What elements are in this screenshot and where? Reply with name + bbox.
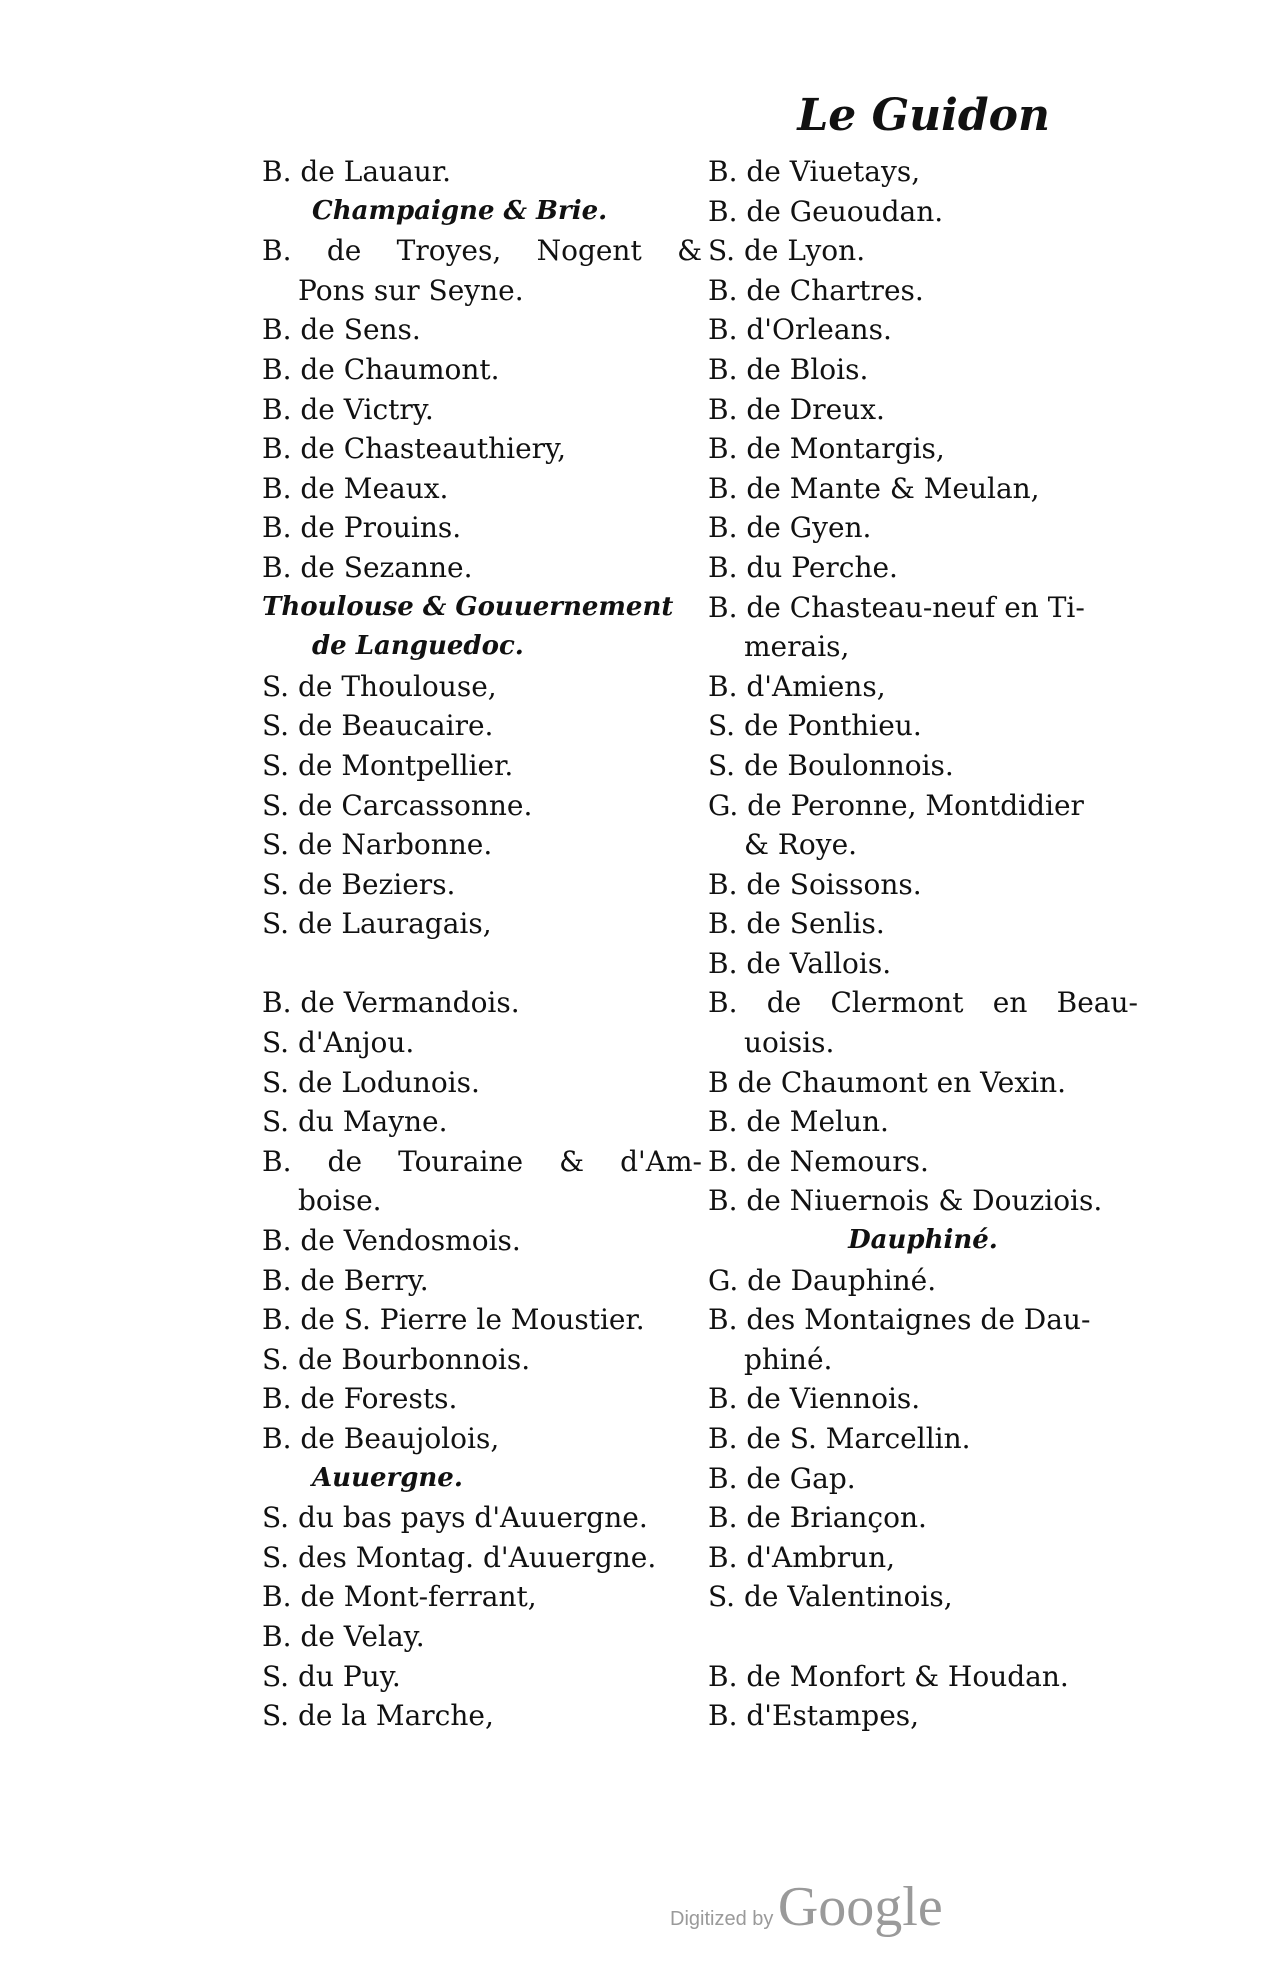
list-item: S. du bas pays d'Auuergne.	[262, 1501, 648, 1535]
list-item: S. de Lauragais,	[262, 907, 492, 941]
list-item: B. de Dreux.	[708, 392, 885, 426]
list-item: S. de Ponthieu.	[708, 709, 922, 743]
list-item: B. de Chartres.	[708, 273, 924, 307]
list-item: S. du Puy.	[262, 1659, 401, 1693]
list-item: B. de Viuetays,	[708, 155, 921, 188]
list-item: B. de Mante & Meulan,	[708, 471, 1040, 505]
list-item: S. de Boulonnois.	[708, 748, 954, 782]
list-item: B. de Gap.	[708, 1461, 856, 1495]
list-item: B. de Monfort & Houdan.	[708, 1659, 1069, 1693]
list-item: B. de Mont-ferrant,	[262, 1580, 537, 1614]
list-item: B. de Vendosmois.	[262, 1224, 521, 1258]
list-item: B. d'Amiens,	[708, 669, 886, 703]
list-item: S. de Beziers.	[262, 867, 456, 901]
section-heading: Thoulouse & Gouuernement	[262, 591, 674, 622]
list-item: B. d'Orleans.	[708, 313, 892, 347]
list-item: B de Chaumont en Vexin.	[708, 1065, 1067, 1099]
list-item: Pons sur Seyne.	[298, 273, 524, 307]
list-item: B. de Velay.	[262, 1619, 425, 1653]
blank-line	[262, 944, 702, 984]
list-item: B. de Briançon.	[708, 1501, 927, 1535]
list-item: B. de Senlis.	[708, 907, 885, 941]
watermark-prefix: Digitized by	[670, 1908, 774, 1930]
list-item: S. de Montpellier.	[262, 748, 514, 782]
list-item: B. de Sezanne.	[262, 550, 473, 584]
list-item: S. de Beaucaire.	[262, 709, 494, 743]
list-item: G. de Dauphiné.	[708, 1263, 937, 1297]
list-item: B. de Touraine & d'Am-	[262, 1144, 702, 1178]
list-item: B. de Lauaur.	[262, 155, 452, 188]
list-item: B. d'Ambrun,	[708, 1540, 896, 1574]
list-item: S. de la Marche,	[262, 1699, 494, 1733]
list-item: S. des Montag. d'Auuergne.	[262, 1540, 657, 1574]
list-item: S. d'Anjou.	[262, 1026, 415, 1060]
list-item: S. de Bourbonnois.	[262, 1342, 531, 1376]
watermark-brand: Google	[777, 1876, 943, 1938]
right-column	[708, 152, 1138, 1736]
list-item: S. de Lyon.	[708, 234, 866, 268]
list-item: B. de Chasteau-neuf en Ti-	[708, 590, 1085, 624]
list-item: B. de Beaujolois,	[262, 1422, 500, 1455]
list-item: B. de Meaux.	[262, 471, 449, 505]
list-item: S. de Narbonne.	[262, 828, 493, 862]
section-heading: Champaigne & Brie.	[312, 195, 608, 226]
list-item: B. de Vallois.	[708, 946, 892, 980]
list-item: B. de Vermandois.	[262, 986, 520, 1020]
list-item: B. de Prouins.	[262, 511, 462, 545]
list-item: B. du Perche.	[708, 550, 898, 584]
list-item: B. de Gyen.	[708, 511, 872, 545]
list-item: S. de Thoulouse,	[262, 669, 497, 703]
list-item: B. de Viennois.	[708, 1382, 921, 1416]
list-item: G. de Peronne, Montdidier	[708, 788, 1084, 822]
section-heading: de Languedoc.	[312, 631, 524, 662]
list-item: B. de Melun.	[708, 1105, 889, 1139]
blank-line	[708, 1617, 1138, 1657]
list-item: B. d'Estampes,	[708, 1699, 920, 1733]
list-item: B. de Soissons.	[708, 867, 922, 901]
section-heading: Auuergne.	[312, 1462, 463, 1493]
list-item: S. de Carcassonne.	[262, 788, 533, 822]
list-item: S. de Valentinois,	[708, 1580, 953, 1614]
list-item: S. de Lodunois.	[262, 1065, 480, 1099]
list-item: B. de Niuernois & Douziois.	[708, 1184, 1103, 1218]
list-item: B. de Clermont en Beau-	[708, 986, 1138, 1020]
list-item: B. de Montargis,	[708, 432, 945, 466]
running-title: Le Guidon	[797, 90, 1050, 141]
list-item: & Roye.	[744, 828, 858, 862]
list-item: B. de Blois.	[708, 352, 869, 386]
list-item: B. de Forests.	[262, 1382, 458, 1416]
list-item: B. de Victry.	[262, 392, 434, 426]
list-item: boise.	[298, 1184, 382, 1218]
list-item: B. de Nemours.	[708, 1144, 929, 1178]
digitized-watermark	[670, 1875, 943, 1939]
list-item: uoisis.	[744, 1026, 835, 1060]
page-header	[0, 90, 1050, 141]
list-item: B. de Berry.	[262, 1263, 429, 1297]
left-column	[262, 152, 702, 1736]
list-item: merais,	[744, 630, 850, 664]
section-heading: Dauphiné.	[848, 1225, 998, 1256]
list-item: phiné.	[744, 1342, 833, 1376]
list-item: B. de Geuoudan.	[708, 194, 944, 228]
list-item: B. de S. Marcellin.	[708, 1422, 971, 1455]
list-item: B. de Sens.	[262, 313, 421, 347]
list-item: S. du Mayne.	[262, 1105, 448, 1139]
list-item: B. de S. Pierre le Moustier.	[262, 1303, 645, 1337]
list-item: B. des Montaignes de Dau-	[708, 1303, 1091, 1337]
list-item: B. de Chaumont.	[262, 352, 500, 386]
list-item: B. de Troyes, Nogent &	[262, 234, 702, 268]
list-item: B. de Chasteauthiery,	[262, 432, 567, 466]
